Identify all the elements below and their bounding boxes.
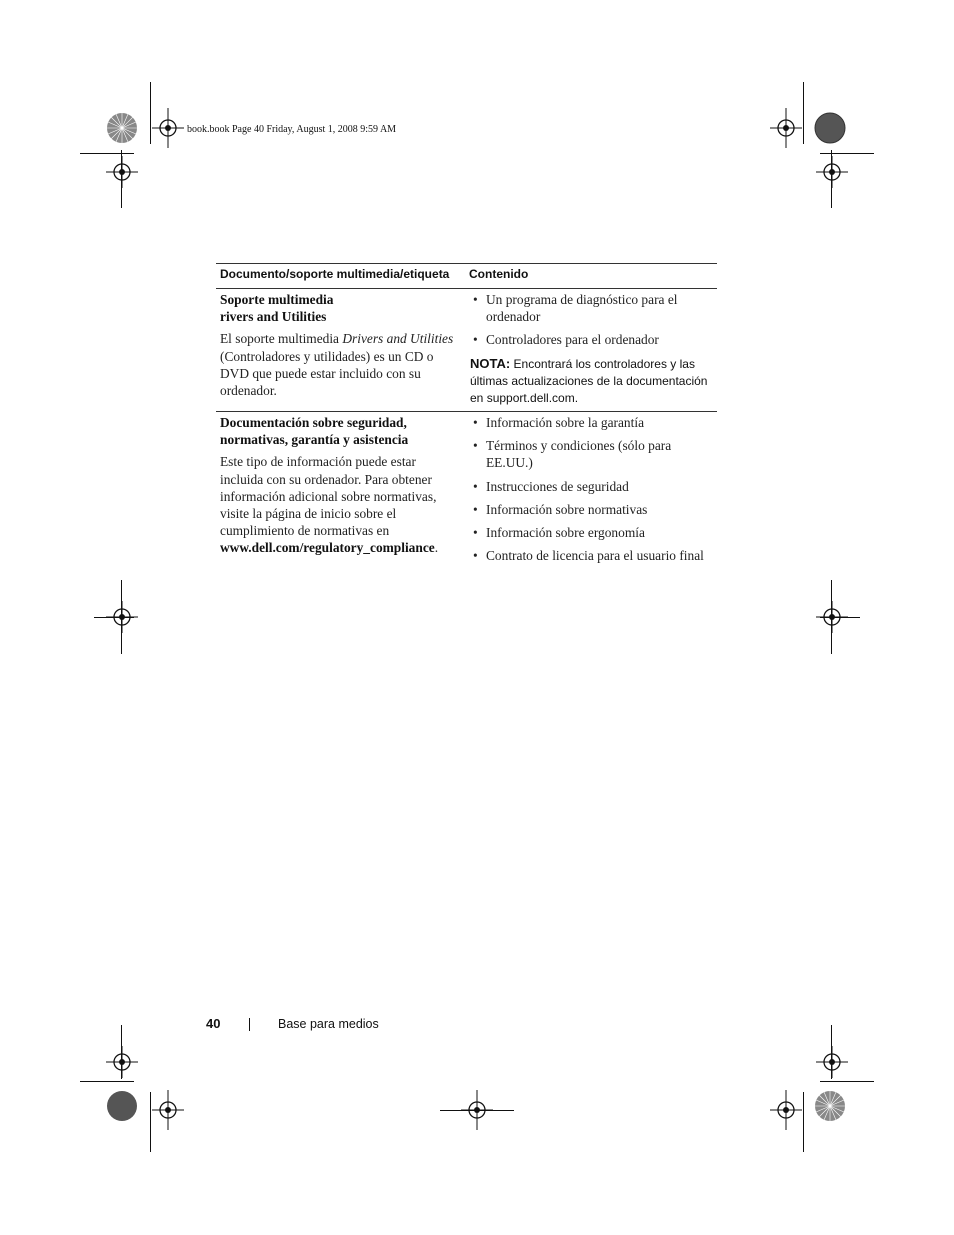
list-item: • Un programa de diagnóstico para el ordenador [473,292,678,325]
list-item: • Instrucciones de seguridad [473,478,629,494]
print-slug: book.book Page 40 Friday, August 1, 2008 9:59 AM [187,124,397,135]
row1-title-line2: rivers and Utilities [220,309,327,325]
header-rule [216,288,717,289]
column-header-content: Contenido [469,267,529,281]
crop-line [80,1081,134,1082]
crop-line [820,153,874,154]
registration-sunburst-icon [106,112,138,144]
table-row-2-document [220,414,458,562]
crop-line [80,153,134,154]
crop-line [820,1081,874,1082]
row1-bullet-list [470,291,715,349]
crosshair-icon [770,1090,802,1130]
row1-note: NOTA: Encontrará los controladores y las últimas actualizaciones de la documentación en support.dell.com. [470,355,708,405]
crosshair-icon [106,156,138,188]
crosshair-icon [816,1046,848,1078]
crop-line [820,617,860,618]
crosshair-icon [816,156,848,188]
row-divider [216,411,717,412]
row1-description: El soporte multimedia Drivers and Utilities (Controladores y utilidades) es un CD o DVD que puede estar incluido con su ordenador. [220,331,454,399]
crop-line [803,82,804,144]
table-row-1-content [470,291,715,407]
crop-line [440,1110,514,1111]
registration-sunburst-icon [814,1090,846,1122]
section-title: Base para medios [278,1017,379,1031]
crop-line [150,82,151,144]
crop-line [121,1025,122,1079]
row2-title: Documentación sobre seguridad, normativas, garantía y asistencia [220,415,409,448]
list-item: • Información sobre ergonomía [473,525,645,541]
row2-description: Este tipo de información puede estar incluida con su ordenador. Para obtener información adicional sobre normativas, visite la página de inicio sobre el cumplimiento de normativas en www.dell.com/regulatory_compliance. [220,454,439,556]
crop-line [121,580,122,654]
list-item: • Términos y condiciones (sólo para EE.UU.) [473,438,672,471]
crop-line [94,617,134,618]
table-top-rule [216,263,717,264]
table-row-2-content [470,414,717,570]
crop-line [803,1092,804,1152]
column-header-document: Documento/soporte multimedia/etiqueta [220,267,450,281]
crop-line [150,1092,151,1152]
crop-line [831,150,832,208]
crop-line [121,150,122,208]
table-row-1-document [220,291,458,404]
page-number: 40 [206,1016,221,1031]
crosshair-icon [152,108,184,148]
crosshair-icon [770,108,802,148]
list-item: • Información sobre la garantía [473,415,645,430]
row2-bullet-list [470,414,717,564]
list-item: • Controladores para el ordenador [473,332,659,348]
support-link[interactable]: support.dell.com [486,390,575,405]
footer-separator [249,1018,250,1031]
regulatory-link[interactable]: www.dell.com/regulatory_compliance [220,540,435,556]
crosshair-icon [106,1046,138,1078]
row1-title-line1: Soporte multimedia [220,292,334,307]
crosshair-icon [152,1090,184,1130]
registration-dot-icon [814,112,846,144]
registration-dot-icon [106,1090,138,1122]
crop-line [831,580,832,654]
list-item: • Contrato de licencia para el usuario final [473,548,704,564]
note-label: NOTA: [470,355,511,371]
list-item: • Información sobre normativas [473,501,648,517]
crop-line [831,1025,832,1079]
